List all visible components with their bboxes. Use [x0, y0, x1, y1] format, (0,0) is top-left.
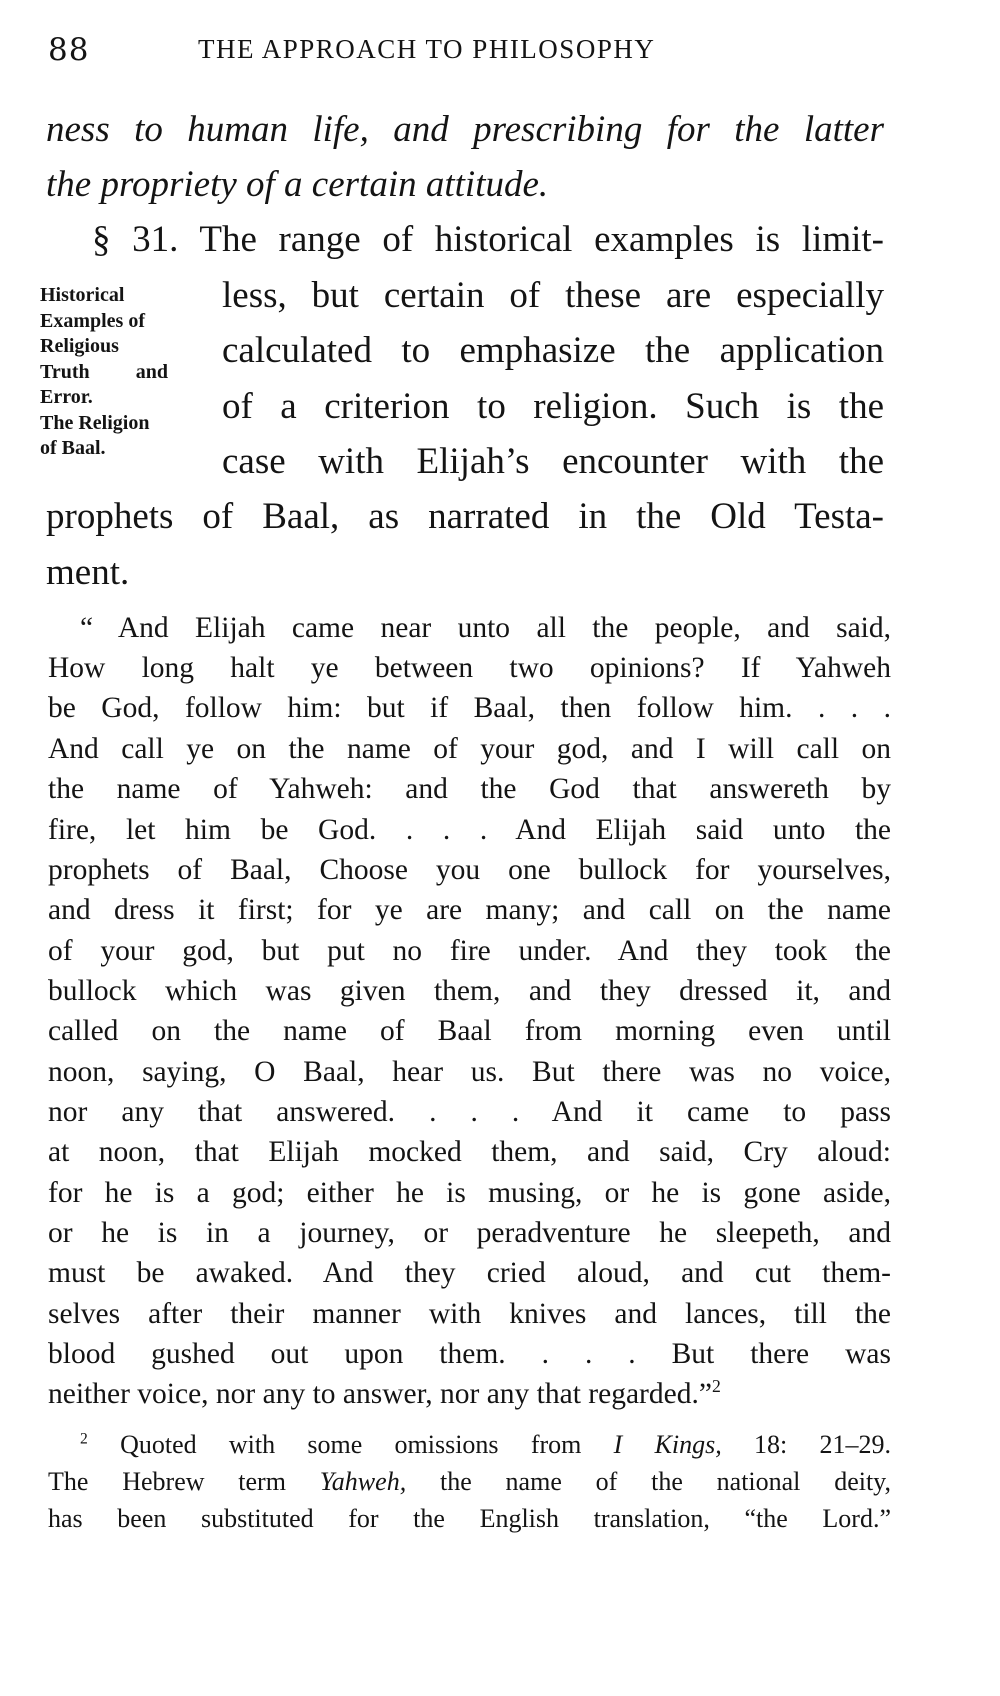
quote-line: called on the name of Baal from morning even until	[48, 1015, 891, 1047]
footnote-line: has been substituted for the English translation, “the Lord.”	[48, 1504, 891, 1533]
quote-text: neither voice, nor any to answer, nor any that regarded.”	[48, 1378, 712, 1410]
quote-line: and dress it first; for ye are many; and call on the name	[48, 894, 891, 926]
footnote-reference: 2	[711, 1376, 721, 1397]
quote-line: or he is in a journey, or peradventure he sleepeth, and	[48, 1217, 891, 1249]
quote-line: “ And Elijah came near unto all the people, and said,	[80, 612, 891, 644]
sidenote-line: Religious	[40, 335, 119, 357]
body-line: the propriety of a certain attitude.	[46, 164, 549, 205]
quote-line: prophets of Baal, Choose you one bullock for yourselves,	[48, 854, 891, 886]
quote-line: of your god, but put no fire under. And they took the	[48, 935, 891, 967]
quote-line: blood gushed out upon them. . . . But there was	[48, 1338, 891, 1370]
running-title: THE APPROACH TO PHILOSOPHY	[198, 34, 656, 64]
section-heading-line: § 31. The range of historical examples is limit-	[92, 219, 884, 260]
sidenote-line: Examples of	[40, 309, 145, 332]
page-header	[48, 32, 948, 72]
body-line: ment.	[46, 552, 130, 593]
sidenote-line: The Religion	[40, 411, 150, 434]
page-number: 88	[48, 32, 90, 68]
quote-line: fire, let him be God. . . . And Elijah said unto the	[48, 814, 891, 846]
footnote-line	[80, 1430, 891, 1460]
sidenote-line: of Baal.	[40, 437, 106, 459]
quote-line: the name of Yahweh: and the God that answereth by	[48, 773, 891, 805]
footnote-text: The Hebrew term	[48, 1467, 320, 1496]
footnote-text: 18: 21–29.	[721, 1430, 892, 1459]
body-line: ness to human life, and prescribing for the latter	[46, 109, 884, 150]
quote-line: for he is a god; either he is musing, or he is gone aside,	[48, 1177, 891, 1209]
body-line: less, but certain of these are especially	[222, 275, 884, 316]
body-line: calculated to emphasize the application	[222, 330, 884, 371]
quote-line: selves after their manner with knives and lances, till the	[48, 1298, 891, 1330]
sidenote-line: Error.	[40, 386, 93, 408]
footnote-text: the name of the national deity,	[406, 1467, 891, 1496]
quote-line-last	[48, 1378, 891, 1411]
footnote-line	[48, 1467, 891, 1497]
sidenote-line: Historical	[40, 284, 125, 306]
quote-line: noon, saying, O Baal, hear us. But there was no voice,	[48, 1056, 891, 1088]
body-line: prophets of Baal, as narrated in the Old Testa-	[46, 496, 884, 537]
footnote-book-title: I Kings,	[613, 1430, 722, 1459]
quote-line: be God, follow him: but if Baal, then follow him. . . .	[48, 692, 891, 724]
quote-line: How long halt ye between two opinions? If Yahweh	[48, 652, 891, 684]
sidenote-line: Truth and	[40, 360, 168, 383]
marginal-sidenote	[40, 283, 210, 462]
quote-line: at noon, that Elijah mocked them, and said, Cry aloud:	[48, 1136, 891, 1168]
quote-line: must be awaked. And they cried aloud, and cut them-	[48, 1257, 891, 1289]
quote-line: nor any that answered. . . . And it came to pass	[48, 1096, 891, 1128]
footnote-term: Yahweh,	[319, 1467, 407, 1496]
footnote-mark: 2	[80, 1430, 88, 1448]
quote-line: And call ye on the name of your god, and I will call on	[48, 733, 891, 765]
body-line: of a criterion to religion. Such is the	[222, 386, 884, 427]
body-line: case with Elijah’s encounter with the	[222, 441, 884, 482]
quote-line: bullock which was given them, and they dressed it, and	[48, 975, 891, 1007]
footnote-text: Quoted with some omissions from	[120, 1430, 614, 1459]
